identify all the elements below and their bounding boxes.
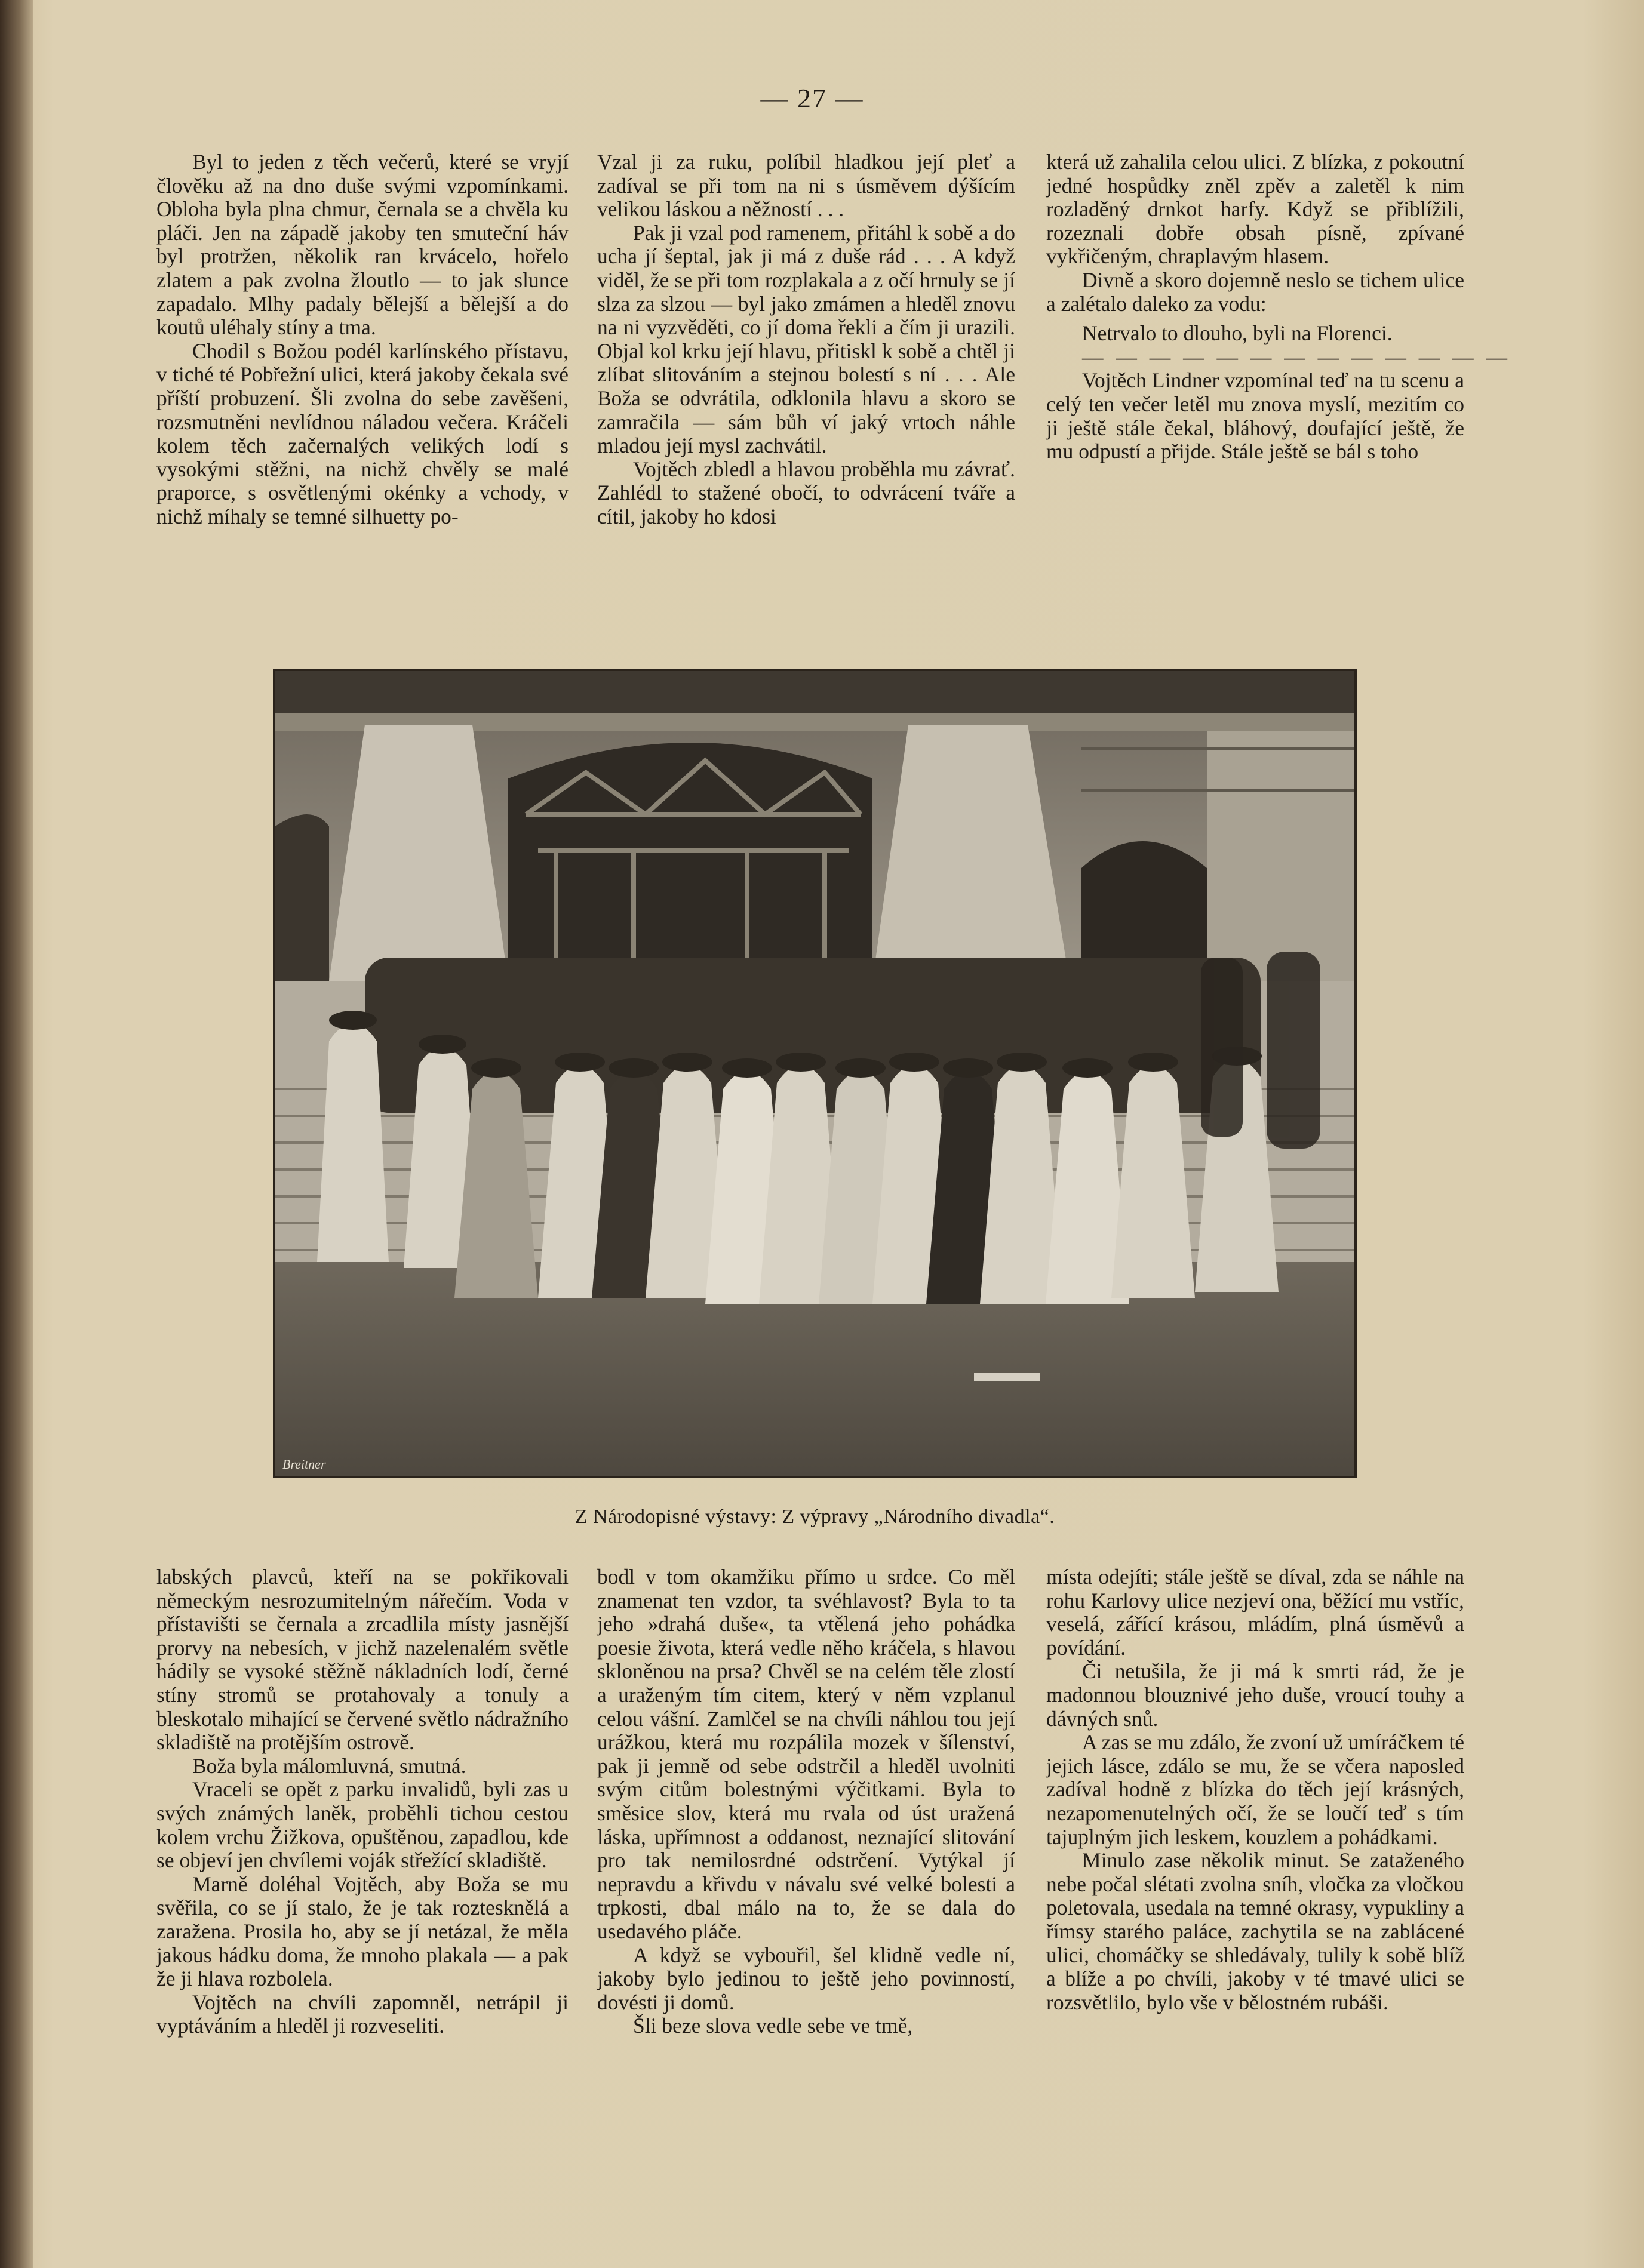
paragraph: Vzal ji za ruku, políbil hladkou její pleť a zadíval se při tom na ni s úsměvem dýšícím velikou láskou a něžností . . . <box>597 150 1015 221</box>
paragraph: Vojtěch na chvíli zapomněl, netrápil ji vyptáváním a hleděl ji rozveseliti. <box>156 1990 569 2038</box>
page-number: — 27 — <box>760 83 864 113</box>
paragraph: bodl v tom okamžiku přímo u srdce. Co měl znamenat ten vzdor, ta svéhlavost? Byla to ta jeho »drahá duše«, ta vtělená jeho pohádka poesie života, která vedle něho kráčela, s hlavou skloněnou na prsa? Chvěl se na celém těle zlostí a uraženým tím citem, který v něm vzplanul celou vášní. Zamlčel se na chvíli náhlou tou její urážkou, která mu rozpálila mozek v šílenství, pak ji jemně od sebe odstrčil a hleděl uvolniti svým citům bolestnými výčitkami. Byla to směsice slov, která mu rvala od úst uražená láska, upřímnost a oddanost, neznající slitování pro tak nemilosrdné odstrčení. Vytýkal jí nepravdu a křivdu v návalu své velké bolesti a trpkosti, dbal málo na to, že se dala do usedavého pláče. <box>597 1565 1015 1943</box>
paragraph: místa odejíti; stále ještě se díval, zda se náhle na rohu Karlovy ulice nezjeví ona, běžící mu vstříc, veselá, zářící krásou, mládím, plná úsměvů a povídání. <box>1046 1565 1464 1660</box>
paragraph: Divně a skoro dojemně neslo se tichem ulice a zalétalo daleko za vodu: <box>1046 267 1464 316</box>
paragraph: Vojtěch zbledl a hlavou proběhla mu závrať. Zahlédl to stažené obočí, to odvrácení tváře a cítil, jakoby ho kdosi <box>597 457 1015 528</box>
paragraph: Minulo zase několik minut. Se zataženého nebe počal slétati zvolna sníh, vločka za vločkou poletovala, usedala na temné okrasy, vypukliny a římsy starého paláce, zachytila se na zablácené ulici, chomáčky se shledávaly, tulily k sobě blíž a blíže a po chvíli, jakoby v té tmavé ulici se rozsvětlilo, bylo vše v bělostném rubáši. <box>1046 1848 1464 2014</box>
bottom-column-1 <box>156 1565 569 2038</box>
paragraph: která už zahalila celou ulici. Z blízka, z pokoutní jedné hospůdky zněl zpěv a zaletěl k nim rozladěný drnkot harfy. Když se přiblížili, rozeznali dobře obsah písně, zpívané vykřičeným, chraplavým hlasem. <box>1046 150 1464 269</box>
top-column-2 <box>597 150 1015 529</box>
paragraph: Byl to jeden z těch večerů, které se vryjí člověku až na dno duše svými vzpomínkami. Obloha byla plna chmur, černala se a chvěla ku pláči. Jen na západě jakoby ten smuteční háv byl protržen, několik ran krvácelo, hořelo zlatem a pak zvolna žloutlo — to jak slunce zapadalo. Mlhy padaly bělejší a bělejší a do koutů uléhaly stíny a tma. <box>156 150 569 340</box>
paragraph: Šli beze slova vedle sebe ve tmě, <box>633 2014 913 2038</box>
paragraph: Vraceli se opět z parku invalidů, byli zas u svých známých laněk, proběhli tichou cestou kolem vrchu Žižkova, opuštěnou, zapadlou, kde se objeví jen chvílemi voják střežící skladiště. <box>156 1777 569 1873</box>
top-column-1 <box>156 150 569 529</box>
paragraph: Či netušila, že ji má k smrti rád, že je madonnou blouznivé jeho duše, vroucí touhy a dávných snů. <box>1046 1659 1464 1731</box>
paragraph: Chodil s Božou podél karlínského přístavu, v tiché té Pobřežní ulici, která jakoby čekala své příští probuzení. Šli zvolna do sebe zavěšeni, rozsmutněni nevlídnou náladou večera. Kráčeli kolem těch začernalých velikých lodí s vysokými stěžni, na nichž chvěly se malé praporce, s osvětlenými okénky a vchody, v nichž míhaly se temné silhuetty po- <box>156 338 569 528</box>
paragraph: Marně doléhal Vojtěch, aby Boža se mu svěřila, co se jí stalo, že je tak roztesknělá a zaražena. Prosila ho, aby se jí netázal, že měla jakous hádku doma, že mnoho plakala — a pak že ji hlava rozbolela. <box>156 1872 569 1991</box>
photo-caption: Z Národopisné výstavy: Z výpravy „Národního divadla“. <box>574 1506 1055 1528</box>
paragraph: A zas se mu zdálo, že zvoní už umíráčkem té jejich lásce, zdálo se mu, že se včera naposled zadíval hodně z blízka do těch její krásných, nezapomenutelných očí, že se loučí teď s tím tajuplným jich leskem, kouzlem a pohádkami. <box>1046 1730 1464 1849</box>
paragraph: Pak ji vzal pod ramenem, přitáhl k sobě a do ucha jí šeptal, jak ji má z duše rád . . . A když viděl, že se při tom rozplakala a z očí hrnuly se jí slza za slzou — byl jako zmámen a hleděl znovu na ni vyzvěděti, co jí doma řekli a čím ji urazili. Objal kol krku její hlavu, přitiskl k sobě a chtěl ji zlíbat slitováním a stejnou bolestí s ní . . . Ale Boža se odvrátila, odklonila hlavu a skoro se zamračila — sám bůh ví jaký vrtoch náhle mladou její mysl zachvátil. <box>597 220 1015 458</box>
section-divider: — — — — — — — — — — — — — <box>1082 344 1511 369</box>
book-spine <box>0 0 33 2268</box>
paragraph: Netrvalo to dlouho, byli na Florenci. <box>1082 321 1393 346</box>
bottom-column-2 <box>597 1565 1015 2038</box>
paragraph: labských plavců, kteří na se pokřikovali německým nesrozumitelným nářečím. Voda v přístavišti se černala a zrcadlila místy jasnější prorvy na nebesích, v jichž nazelenalém světle hádily se vysoké stěžně nákladních lodí, černé stíny stromů se protahovaly a tonuly a bleskotalo mihající se červené světlo nádražního skladiště na protějším ostrově. <box>156 1565 569 1755</box>
photographer-signature: Breitner <box>282 1457 326 1472</box>
group-photograph <box>273 669 1357 1478</box>
photo-illustration <box>275 671 1354 1476</box>
bottom-column-3 <box>1046 1565 1464 2014</box>
paragraph: Vojtěch Lindner vzpomínal teď na tu scenu a celý ten večer letěl mu znova myslí, mezitím co ji ještě stále čekal, bláhový, doufající ještě, že mu odpustí a přijde. Stále ještě se bál s toho <box>1046 368 1464 464</box>
paragraph: A když se vybouřil, šel klidně vedle ní, jakoby bylo jedinou to ještě jeho povinností, dovésti ji domů. <box>597 1943 1015 2014</box>
top-column-3 <box>1046 150 1511 464</box>
paragraph: Boža byla málomluvná, smutná. <box>192 1753 466 1778</box>
